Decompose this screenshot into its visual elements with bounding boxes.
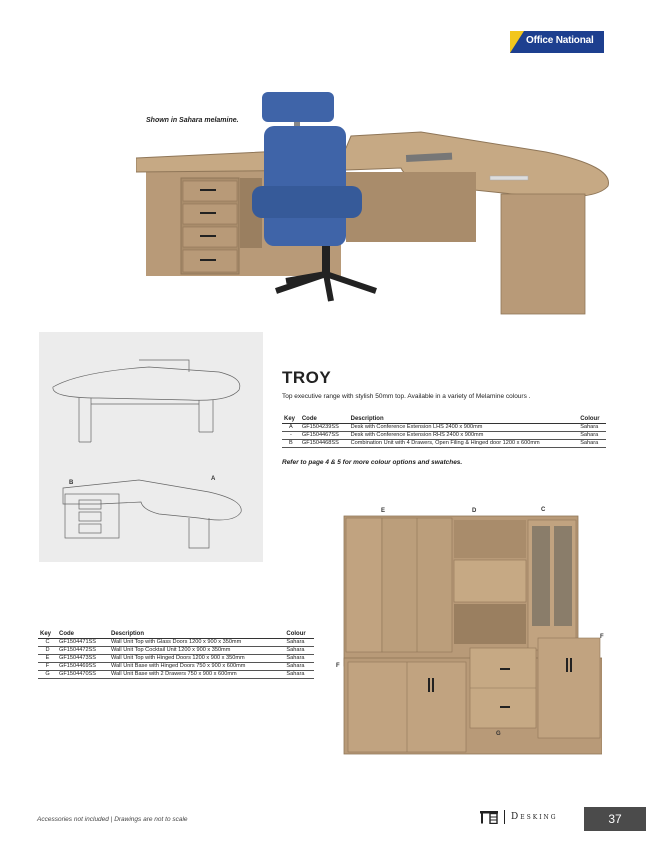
row-description: Desk with Conference Extension RHS 2400 x 900mm (349, 432, 579, 440)
row-key: B (282, 440, 300, 448)
row-description: Wall Unit Base with 2 Drawers 750 x 900 x 600mm (109, 671, 284, 679)
header-description: Description (109, 631, 284, 639)
row-description: Desk with Conference Extension LHS 2400 x 900mm (349, 424, 579, 432)
section-name: Desking (511, 812, 558, 822)
row-code: GF1504472SS (57, 647, 109, 655)
desk-line-drawings (39, 332, 263, 562)
table-row (282, 440, 606, 448)
row-colour: Sahara (578, 424, 606, 432)
header-colour: Colour (284, 631, 314, 639)
footer-disclaimer: Accessories not included | Drawings are not to scale (37, 816, 188, 823)
page-number: 37 (584, 807, 646, 831)
wall-label-f-right: F (600, 634, 604, 640)
desk-icon (480, 810, 498, 824)
row-description: Wall Unit Top Cocktail Unit 1200 x 900 x 350mm (109, 647, 284, 655)
header-colour: Colour (578, 416, 606, 424)
row-key: G (38, 671, 57, 679)
section-divider (504, 810, 505, 824)
row-colour: Sahara (284, 647, 314, 655)
row-colour: Sahara (284, 655, 314, 663)
row-description: Combination Unit with 4 Drawers, Open Filing & Hinged door 1200 x 600mm (349, 440, 579, 448)
row-description: Wall Unit Top with Hinged Doors 1200 x 900 x 350mm (109, 655, 284, 663)
row-colour: Sahara (578, 432, 606, 440)
wall-label-e: E (381, 508, 386, 514)
wall-label-d: D (472, 508, 477, 514)
logo-yellow-triangle (510, 31, 524, 53)
row-colour: Sahara (578, 440, 606, 448)
row-key: E (38, 655, 57, 663)
table-row (282, 432, 606, 440)
wall-label-g: G (496, 731, 501, 737)
table-row (38, 655, 314, 663)
row-key: F (38, 663, 57, 671)
logo-text: Office National (526, 35, 594, 46)
table-row (38, 663, 314, 671)
table-header-row (282, 416, 606, 424)
product-intro: Top executive range with stylish 50mm top. Available in a variety of Melamine colours . (282, 393, 531, 400)
table-row (38, 639, 314, 647)
header-key: Key (38, 631, 57, 639)
line-drawings-panel (39, 332, 263, 562)
row-code: GF1504473SS (57, 655, 109, 663)
wall-label-f-left: F (336, 663, 340, 669)
row-code: GF1504471SS (57, 639, 109, 647)
row-key: - (282, 432, 300, 440)
header-description: Description (349, 416, 579, 424)
colour-note: Refer to page 4 & 5 for more colour options and swatches. (282, 459, 463, 466)
row-colour: Sahara (284, 639, 314, 647)
row-code: GF1504469SS (57, 663, 109, 671)
wall-unit-photo (340, 508, 602, 758)
row-colour: Sahara (284, 663, 314, 671)
product-title: TROY (282, 368, 332, 387)
row-colour: Sahara (284, 671, 314, 679)
row-code: GF1504239SS (300, 424, 349, 432)
table-row (38, 647, 314, 655)
section-indicator (480, 810, 558, 824)
row-code: GF1504470SS (57, 671, 109, 679)
header-key: Key (282, 416, 300, 424)
row-key: D (38, 647, 57, 655)
row-description: Wall Unit Top with Glass Doors 1200 x 900 x 350mm (109, 639, 284, 647)
office-national-logo (510, 31, 604, 53)
row-key: C (38, 639, 57, 647)
table-header-row (38, 631, 314, 639)
wall-unit-product-table (38, 631, 314, 679)
wall-label-c: C (541, 507, 546, 513)
drawing-label-b: B (69, 480, 74, 486)
photo-caption: Shown in Sahara melamine. (146, 117, 239, 124)
row-code: GF1504467SS (300, 432, 349, 440)
row-code: GF1504468SS (300, 440, 349, 448)
desk-product-table (282, 416, 606, 448)
table-row (38, 671, 314, 679)
header-code: Code (300, 416, 349, 424)
table-row (282, 424, 606, 432)
drawing-label-a: A (211, 476, 216, 482)
row-key: A (282, 424, 300, 432)
header-code: Code (57, 631, 109, 639)
row-description: Wall Unit Base with Hinged Doors 750 x 900 x 600mm (109, 663, 284, 671)
